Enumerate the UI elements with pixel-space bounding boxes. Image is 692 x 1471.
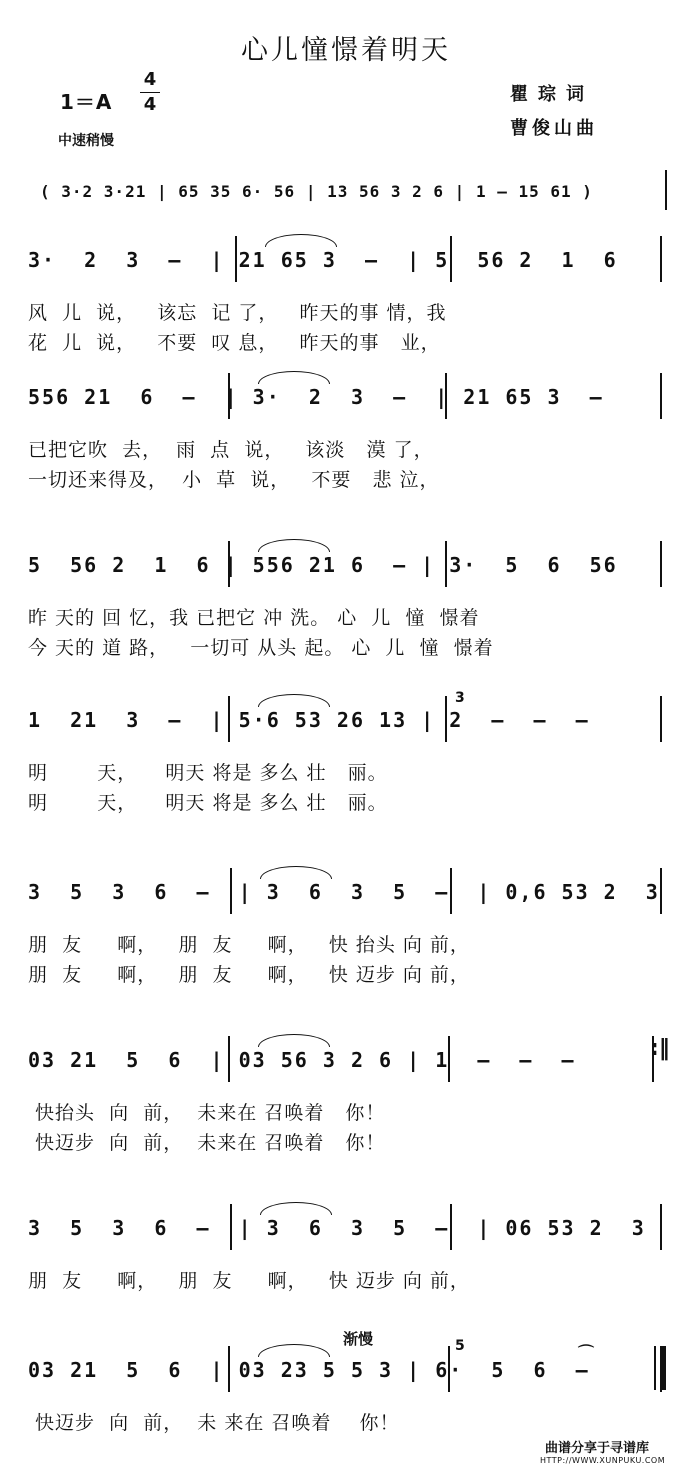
meter-bottom: 4	[143, 94, 157, 115]
time-signature	[140, 70, 160, 115]
barline	[235, 236, 237, 282]
tempo-marking: 中速稍慢	[58, 133, 114, 149]
lyric-verse-1: 明 天， 明天 将是 多么 壮 丽。	[28, 762, 388, 784]
slur-mark	[265, 234, 337, 247]
lyric-verse-1: 昨 天的 回 忆，我 已把它 冲 洗。 心 儿 憧 憬着	[28, 607, 480, 629]
lyric-verse-1: 朋 友 啊， 朋 友 啊， 快 抬头 向 前，	[28, 934, 470, 956]
slur-mark	[258, 1344, 330, 1357]
lyric-verse-1: 朋 友 啊， 朋 友 啊， 快 迈步 向 前，	[28, 1270, 470, 1292]
lyric-verse-2: 朋 友 啊， 朋 友 啊， 快 迈步 向 前，	[28, 964, 470, 986]
barline	[450, 868, 452, 914]
barline	[660, 696, 662, 742]
barline	[228, 541, 230, 587]
breath-mark: 3	[455, 690, 465, 706]
notation-line: 3· 2 3 — | 21 65 3 — | 5 56 2 1 6	[28, 248, 618, 272]
slur-mark	[260, 866, 332, 879]
barline	[445, 373, 447, 419]
lyric-verse-1: 已把它吹 去， 雨 点 说， 该淡 漠 了，	[28, 439, 434, 461]
slur-mark	[258, 694, 330, 707]
notation-line: 556 21 6 — | 3· 2 3 — | 21 65 3 —	[28, 385, 604, 409]
barline	[448, 1036, 450, 1082]
slur-mark	[258, 539, 330, 552]
barline	[228, 373, 230, 419]
barline	[660, 1204, 662, 1250]
slur-mark	[260, 1202, 332, 1215]
barline	[230, 868, 232, 914]
barline	[228, 1036, 230, 1082]
notation-line: 03 21 5 6 | 03 23 5 5 3 | 6· 5 6 —	[28, 1358, 590, 1382]
key-signature: 1＝A	[60, 90, 113, 114]
barline	[660, 541, 662, 587]
barline	[450, 1204, 452, 1250]
notation-line: 3 5 3 6 — | 3 6 3 5 — | 0,6 53 2 3	[28, 880, 660, 904]
intro-notation: ( 3·2 3·21 | 65 35 6· 56 | 13 56 3 2 6 | 1 — 15 61 )	[40, 182, 593, 201]
barline	[445, 541, 447, 587]
lyric-verse-2: 一切还来得及， 小 草 说， 不要 悲 泣，	[28, 469, 440, 491]
meter-top: 4	[143, 69, 157, 90]
lyric-verse-1: 快抬头 向 前， 未来在 召唤着 你！	[28, 1102, 386, 1124]
ritardando-marking: 渐慢	[343, 1330, 374, 1348]
repeat-sign: :‖	[650, 1036, 670, 1061]
notation-line: 03 21 5 6 | 03 56 3 2 6 | 1 — — —	[28, 1048, 576, 1072]
notation-line: 1 21 3 — | 5·6 53 26 13 | 2 — — —	[28, 708, 590, 732]
lyricist-credit: 瞿琮词	[510, 84, 594, 105]
notation-line: 3 5 3 6 — | 3 6 3 5 — | 06 53 2 3	[28, 1216, 646, 1240]
page-title: 心儿憧憬着明天	[241, 35, 451, 66]
barline	[448, 1346, 450, 1392]
footer-url: HTTP://WWW.XUNPUKU.COM	[540, 1456, 666, 1465]
slur-mark	[258, 371, 330, 384]
lyric-verse-1: 风 儿 说， 该忘 记 了， 昨天的事 情，我	[28, 302, 447, 324]
barline	[445, 696, 447, 742]
lyric-verse-2: 快迈步 向 前， 未来在 召唤着 你！	[28, 1132, 386, 1154]
barline	[228, 696, 230, 742]
barline	[450, 236, 452, 282]
final-barline	[654, 1346, 666, 1390]
barline	[660, 373, 662, 419]
barline	[228, 1346, 230, 1392]
fermata-icon: ⌒	[578, 1343, 595, 1362]
lyric-verse-2: 花 儿 说， 不要 叹 息， 昨天的事 业，	[28, 332, 441, 354]
composer-credit: 曹俊山曲	[510, 118, 598, 139]
footer-site-name: 曲谱分享于寻谱库	[545, 1441, 650, 1456]
barline	[660, 236, 662, 282]
notation-line: 5 56 2 1 6 | 556 21 6 — | 3· 5 6 56	[28, 553, 618, 577]
breath-mark: 5	[455, 1338, 465, 1354]
slur-mark	[258, 1034, 330, 1047]
lyric-verse-1: 快迈步 向 前， 未 来在 召唤着 你！	[28, 1412, 400, 1434]
barline	[660, 868, 662, 914]
lyric-verse-2: 今 天的 道 路， 一切可 从头 起。 心 儿 憧 憬着	[28, 637, 494, 659]
lyric-verse-2: 明 天， 明天 将是 多么 壮 丽。	[28, 792, 388, 814]
barline	[230, 1204, 232, 1250]
